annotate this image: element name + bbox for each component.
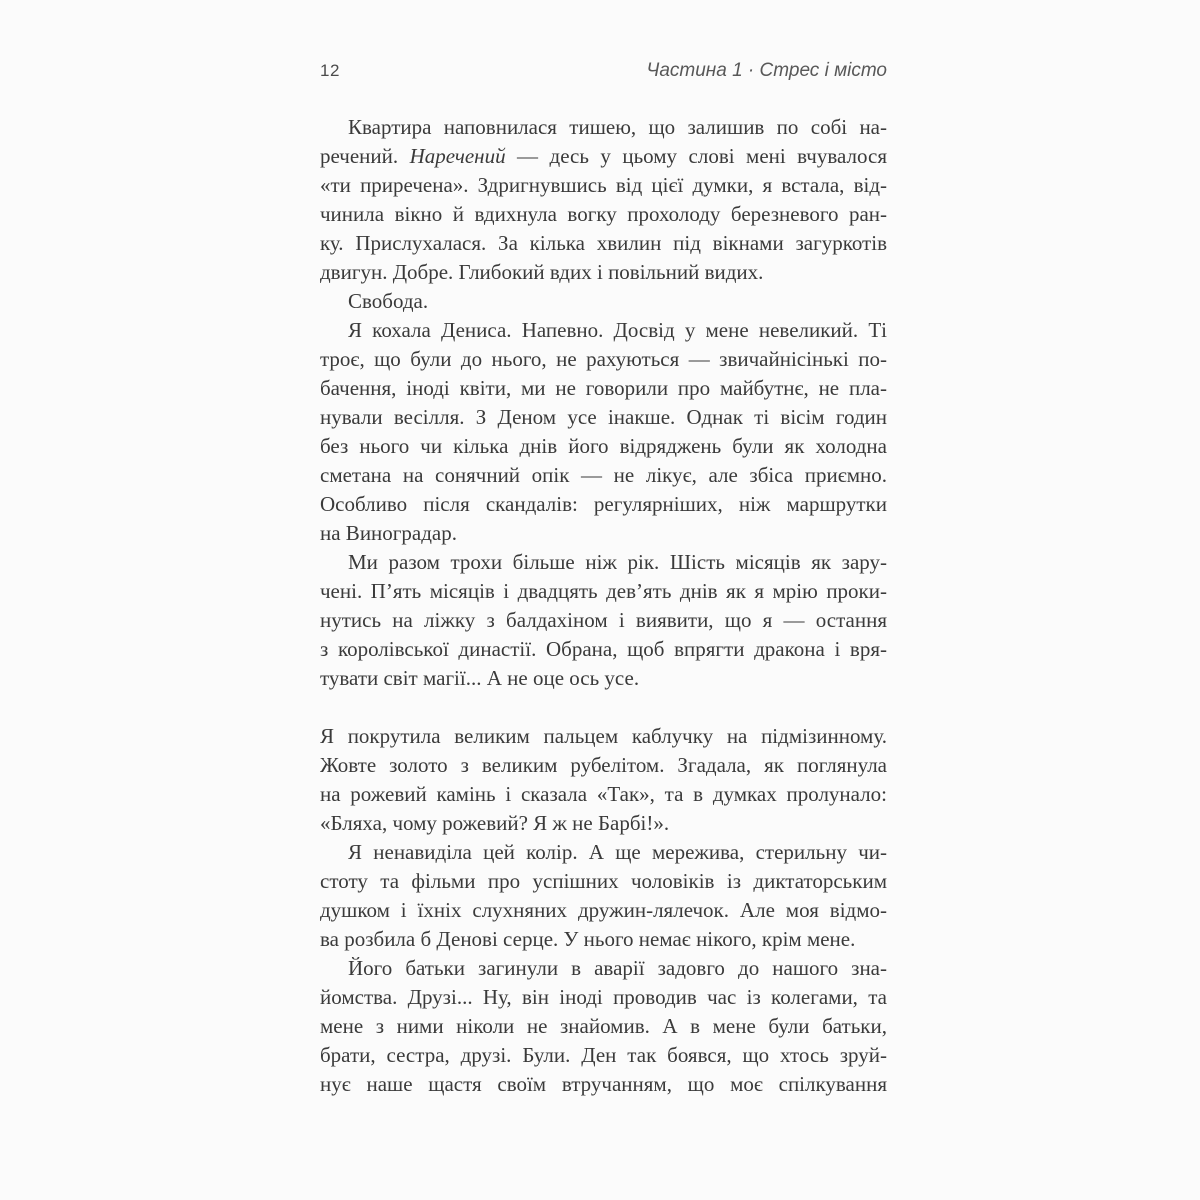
text-line: [320, 867, 887, 896]
text-segment: Я кохала Дениса. Напевно. Досвід у мене невеликий. Ті: [348, 318, 887, 342]
text-segment: тувати світ магії... А не оце ось усе.: [320, 666, 640, 690]
text-line: [320, 490, 887, 519]
paragraph-break: [320, 693, 887, 722]
text-segment: «Бляха, чому рожевий? Я ж не Барбі!».: [320, 811, 670, 835]
text-segment: на Виноградар.: [320, 521, 457, 545]
text-segment: мене з ними ніколи не знайомив. А в мене були батьки,: [320, 1014, 887, 1038]
text-segment: бачення, іноді квіти, ми не говорили про майбутнє, не пла-: [320, 376, 887, 400]
text-segment: душком і їхніх слухняних дружин-лялечок. Але моя відмо-: [320, 898, 887, 922]
text-segment: Його батьки загинули в аварії задовго до нашого зна-: [348, 956, 887, 980]
text-line: [320, 316, 887, 345]
text-line: [320, 258, 887, 287]
text-line: [320, 606, 887, 635]
text-line: [320, 1012, 887, 1041]
text-segment: ва розбила б Денові серце. У нього немає нікого, крім мене.: [320, 927, 856, 951]
text-segment: троє, що були до нього, не рахуються — звичайнісінькі по-: [320, 347, 887, 371]
text-segment: чинила вікно й вдихнула вогку прохолоду березневого ран-: [320, 202, 887, 226]
text-line: [320, 751, 887, 780]
text-line: [320, 345, 887, 374]
text-segment: двигун. Добре. Глибокий вдих і повільний видих.: [320, 260, 764, 284]
text-line: [320, 171, 887, 200]
text-segment: сметана на сонячний опік — не лікує, але збіса приємно.: [320, 463, 887, 487]
text-line: [320, 896, 887, 925]
text-segment: стоту та фільми про успішних чоловіків із диктаторським: [320, 869, 887, 893]
text-segment: Квартира наповнилася тишею, що залишив по собі на-: [348, 115, 887, 139]
text-line: [320, 432, 887, 461]
running-header: Частина 1 · Стрес і місто: [646, 60, 887, 81]
text-segment: йомства. Друзі... Ну, він іноді проводив час із колегами, та: [320, 985, 887, 1009]
text-line: [320, 403, 887, 432]
text-line: [320, 809, 887, 838]
text-segment: Я ненавиділа цей колір. А ще мережива, стерильну чи-: [348, 840, 887, 864]
text-line: [320, 983, 887, 1012]
text-segment: чені. П’ять місяців і двадцять дев’ять днів як я мрію проки-: [320, 579, 887, 603]
text-segment: Жовте золото з великим рубелітом. Згадала, як поглянула: [320, 753, 887, 777]
text-segment: Особливо після скандалів: регулярніших, ніж маршрутки: [320, 492, 887, 516]
text-line: [320, 925, 887, 954]
text-line: [320, 1070, 887, 1099]
text-segment: нутись на ліжку з балдахіном і виявити, що я — остання: [320, 608, 887, 632]
text-line: [320, 838, 887, 867]
page-number: 12: [320, 61, 340, 80]
text-line: [320, 519, 887, 548]
page-body: [320, 113, 887, 1099]
text-line: [320, 113, 887, 142]
text-segment: нує наше щастя своїм втручанням, що моє спілкування: [320, 1072, 887, 1096]
text-line: [320, 635, 887, 664]
text-segment: — десь у цьому слові мені вчувалося: [505, 144, 887, 168]
text-line: [320, 229, 887, 258]
text-segment: «ти приречена». Здригнувшись від цієї думки, я встала, від-: [320, 173, 887, 197]
italic-text: Наречений: [409, 144, 506, 168]
page-content: [320, 60, 887, 1099]
text-line: [320, 142, 887, 171]
text-line: [320, 374, 887, 403]
text-line: [320, 664, 887, 693]
text-line: [320, 954, 887, 983]
text-segment: без нього чи кілька днів його відряджень були як холодна: [320, 434, 887, 458]
page-header: [320, 60, 887, 82]
text-segment: Ми разом трохи більше ніж рік. Шість місяців як зару-: [348, 550, 887, 574]
text-segment: брати, сестра, друзі. Були. Ден так боявся, що хтось зруй-: [320, 1043, 887, 1067]
text-segment: Свобода.: [348, 289, 429, 313]
text-line: [320, 722, 887, 751]
text-segment: речений.: [320, 144, 410, 168]
text-segment: на рожевий камінь і сказала «Так», та в думках пролунало:: [320, 782, 887, 806]
text-segment: Я покрутила великим пальцем каблучку на підмізинному.: [320, 724, 887, 748]
text-line: [320, 577, 887, 606]
text-line: [320, 461, 887, 490]
text-segment: ку. Прислухалася. За кілька хвилин під вікнами загуркотів: [320, 231, 887, 255]
text-line: [320, 780, 887, 809]
text-segment: нували весілля. З Деном усе інакше. Однак ті вісім годин: [320, 405, 887, 429]
text-segment: з королівської династії. Обрана, щоб впрягти дракона і вря-: [320, 637, 887, 661]
text-line: [320, 548, 887, 577]
text-line: [320, 287, 887, 316]
text-line: [320, 1041, 887, 1070]
text-line: [320, 200, 887, 229]
